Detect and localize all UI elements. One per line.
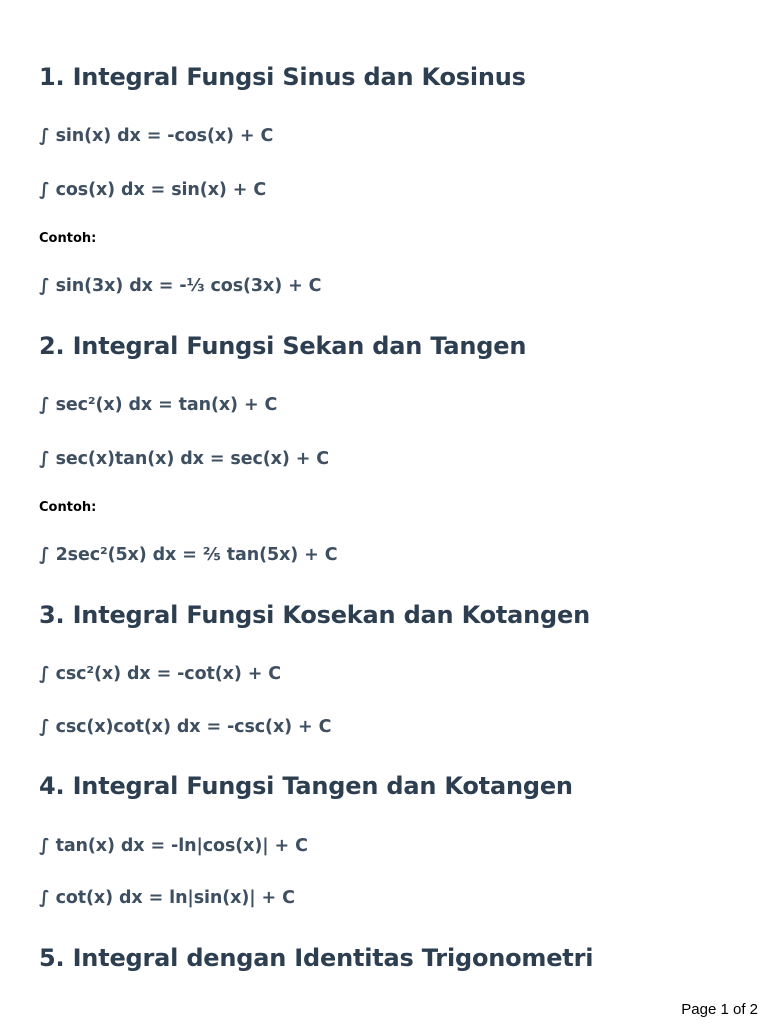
formula: ∫ csc(x)cot(x) dx = -csc(x) + C [39, 717, 332, 737]
formula: ∫ sin(x) dx = -cos(x) + C [39, 126, 274, 146]
page-indicator: Page 1 of 2 [681, 1001, 758, 1018]
formula: ∫ sec(x)tan(x) dx = sec(x) + C [39, 449, 330, 469]
example-label: Contoh: [39, 231, 97, 246]
formula: ∫ csc²(x) dx = -cot(x) + C [39, 664, 282, 684]
section-heading: 2. Integral Fungsi Sekan dan Tangen [39, 332, 527, 360]
formula: ∫ cos(x) dx = sin(x) + C [39, 180, 267, 200]
section-heading: 1. Integral Fungsi Sinus dan Kosinus [39, 63, 526, 91]
section-heading: 4. Integral Fungsi Tangen dan Kotangen [39, 772, 573, 800]
example-formula: ∫ sin(3x) dx = -⅓ cos(3x) + C [39, 276, 322, 296]
formula: ∫ sec²(x) dx = tan(x) + C [39, 395, 278, 415]
example-formula: ∫ 2sec²(5x) dx = ⅖ tan(5x) + C [39, 545, 338, 565]
formula: ∫ tan(x) dx = -ln|cos(x)| + C [39, 836, 308, 856]
example-label: Contoh: [39, 500, 97, 515]
section-heading: 3. Integral Fungsi Kosekan dan Kotangen [39, 601, 590, 629]
formula: ∫ cot(x) dx = ln|sin(x)| + C [39, 888, 295, 908]
section-heading: 5. Integral dengan Identitas Trigonometri [39, 944, 594, 972]
